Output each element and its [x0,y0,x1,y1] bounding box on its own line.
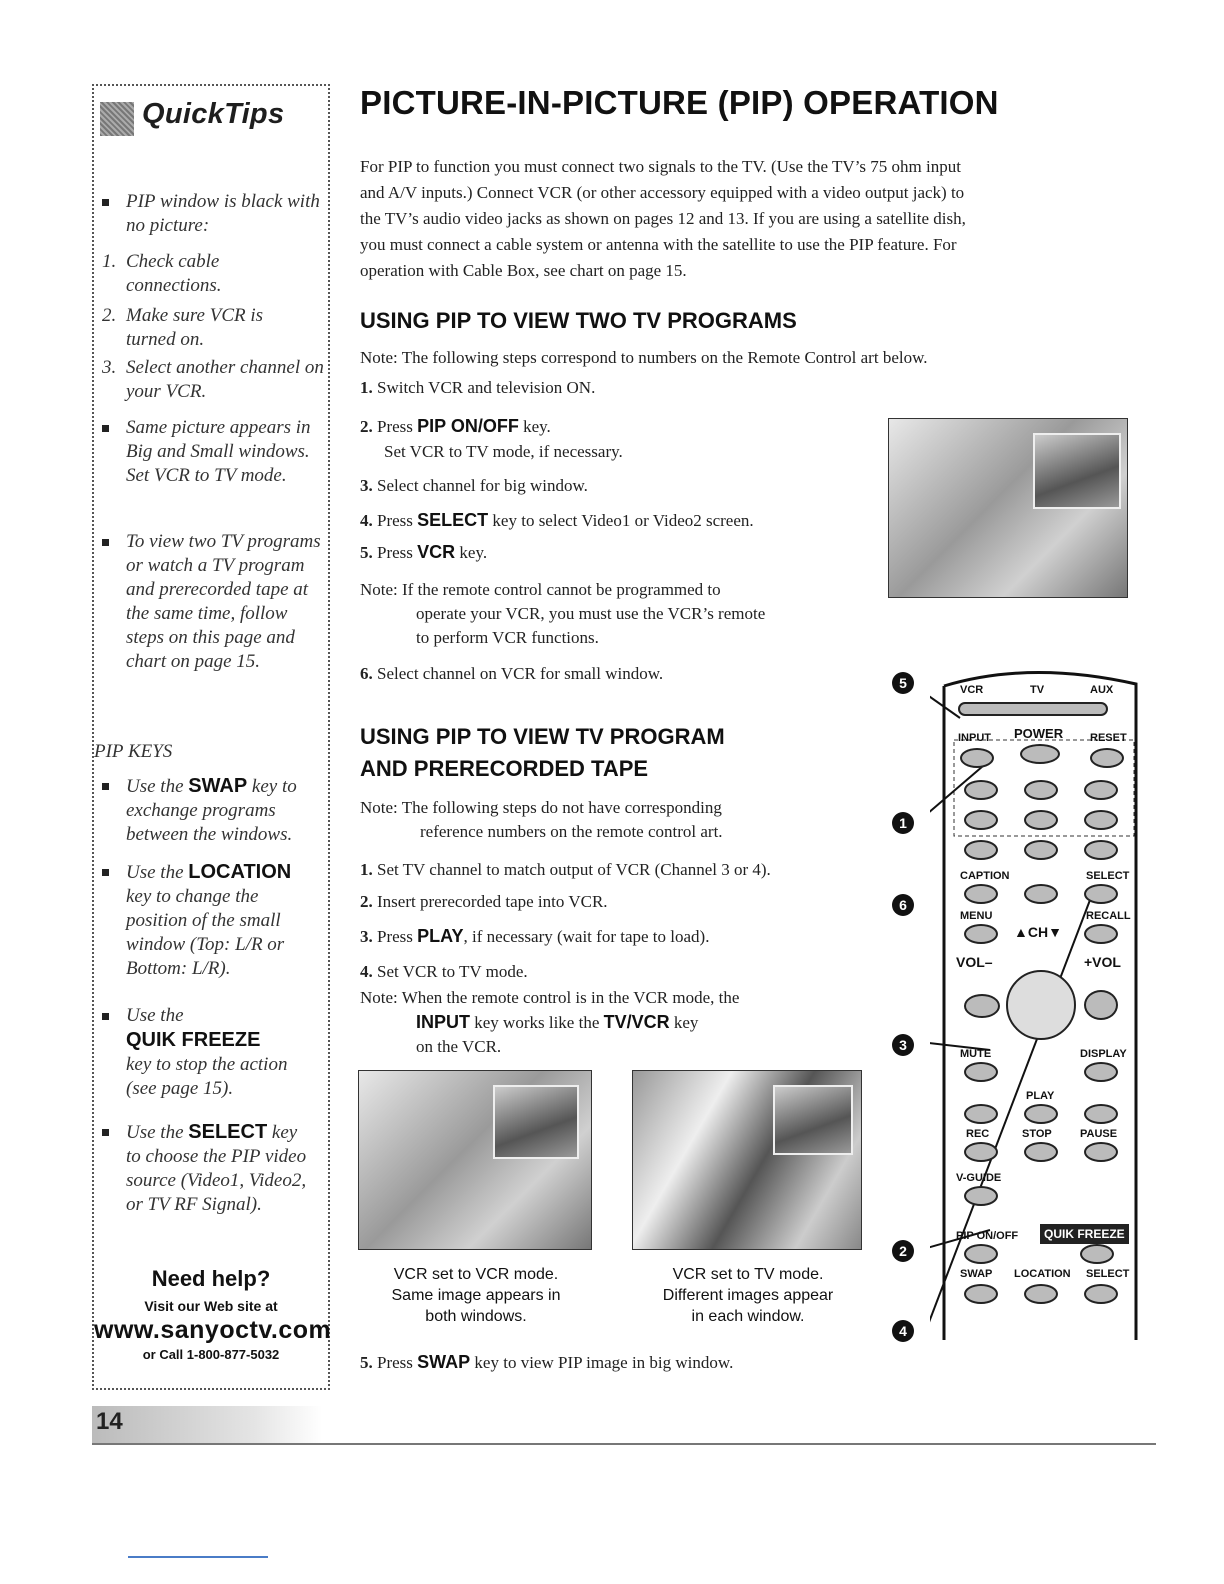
caption-line: both windows. [425,1308,527,1325]
pip-window [493,1085,579,1159]
quick-tips-icon [100,102,134,136]
key-tip-select [102,1120,326,1260]
input-button[interactable] [960,748,994,768]
section2-step-4 [360,960,528,984]
mode-switch[interactable] [958,702,1108,716]
step-text: Press [377,417,418,436]
step-text: key to view PIP image in big window. [470,1353,734,1372]
step-number: 2. [360,417,373,436]
key-name-tv-vcr: TV/VCR [603,1012,670,1032]
pip-example-photo [888,418,1128,598]
intro-line: For PIP to function you must connect two signals to the TV. (Use the TV’s 75 ohm input [360,157,961,176]
section1-step-1 [360,376,595,400]
tv-mode-label: TV [1030,684,1045,696]
step-text: Press [377,543,418,562]
step-text: Press [377,927,418,946]
tip-number: 1. [102,251,117,272]
note-line: operate your VCR, you must use the VCR’s remote [416,604,766,623]
key-tip-location [102,860,326,1000]
volume-up-label: +VOL [1084,954,1121,970]
step-text: key to select Video1 or Video2 screen. [488,511,754,530]
section2-heading-line1: USING PIP TO VIEW TV PROGRAM [360,724,725,749]
tip-select-channel [102,356,326,406]
section2-note [360,796,723,844]
key-tip-post: key to stop the action (see page 15). [126,1054,288,1099]
footer-gradient-strip [92,1406,322,1444]
key-tip-pre: Use the [126,1122,189,1143]
caption-line: VCR set to VCR mode. [393,1266,559,1283]
pip-keys-heading: PIP KEYS [94,741,173,762]
swap-button[interactable] [964,1284,998,1304]
select-button[interactable] [1084,884,1118,904]
display-button[interactable] [1084,1062,1118,1082]
step-number: 3. [360,476,373,495]
section2-step-2 [360,890,608,914]
quick-tips-title: QuickTips [142,98,285,130]
callout-4: 4 [892,1320,914,1342]
tip-text: Same picture appears in Big and Small windows. Set VCR to TV mode. [126,417,311,486]
pause-button[interactable] [1084,1142,1118,1162]
tip-text: Check cable connections. [126,251,222,296]
tip-same-picture [102,416,326,516]
section1-step-2-sub: Set VCR to TV mode, if necessary. [384,442,623,461]
section2-step-3 [360,924,709,949]
section1-note: Note: The following steps correspond to numbers on the Remote Control art below. [360,348,928,367]
reset-button[interactable] [1090,748,1124,768]
step-text: , if necessary (wait for tape to load). [463,927,710,946]
v-guide-button[interactable] [964,1186,998,1206]
section1-note2 [360,578,765,650]
callout-2: 2 [892,1240,914,1262]
step-number: 6. [360,664,373,683]
section1-heading: USING PIP TO VIEW TWO TV PROGRAMS [360,308,797,333]
page-number: 14 [96,1408,123,1435]
step-text: key. [455,543,488,562]
rec-label: REC [966,1128,990,1140]
step-text: Select channel for big window. [377,476,588,495]
step-text: Press [377,1353,418,1372]
caption-tv-mode [624,1264,872,1327]
key-name-input: INPUT [416,1012,470,1032]
section2-step-1 [360,858,771,882]
intro-paragraph [360,154,1140,284]
key-name-select: SELECT [188,1121,268,1143]
bullet-icon [102,199,109,206]
key-tip-quik-freeze [102,1004,326,1114]
caption-button[interactable] [964,884,998,904]
section1-step-3 [360,474,588,498]
quick-tips-header [100,96,326,140]
digit-8-button[interactable] [1024,840,1058,860]
stop-label: STOP [1022,1128,1052,1140]
tip-view-two [102,530,326,710]
key-name: SWAP [417,1352,471,1372]
aux-mode-label: AUX [1090,684,1114,696]
quik-freeze-button[interactable] [1080,1244,1114,1264]
pip-window [773,1085,853,1155]
volume-down-label: VOL– [956,954,993,970]
bullet-icon [102,425,109,432]
note-line: to perform VCR functions. [416,628,599,647]
bullet-icon [102,539,109,546]
note-line: Note: When the remote control is in the VCR mode, the [360,988,740,1007]
vcr-mode-label: VCR [960,684,984,696]
caption-line: Same image appears in [391,1287,561,1304]
step-number: 2. [360,892,373,911]
intro-line: and A/V inputs.) Connect VCR (or other accessory equipped with a video output jack) to [360,183,965,202]
tip-pip-black [102,190,326,240]
remote-control-illustration [899,660,1144,1350]
play-label: PLAY [1026,1090,1055,1102]
key-tip-post: key to change the position of the small window (Top: L/R or Bottom: L/R). [126,886,285,979]
digit-2-button[interactable] [1024,780,1058,800]
help-title: Need help? [151,1266,271,1291]
mute-label: MUTE [960,1048,992,1060]
section2-step-5 [360,1350,733,1375]
rec-button[interactable] [964,1142,998,1162]
location-button[interactable] [1024,1284,1058,1304]
note-line: reference numbers on the remote control art. [420,822,723,841]
pip-onoff-label: PIP ON/OFF [956,1230,1019,1242]
key-tip-post: key to exchange programs between the windows. [126,776,297,845]
key-tip-swap [102,774,326,854]
callout-5: 5 [892,672,914,694]
footer-rule [92,1443,1156,1445]
pip-onoff-button[interactable] [964,1244,998,1264]
vcr-mode-photo [358,1070,592,1250]
key-tip-pre: Use the [126,1005,184,1026]
navigation-pad[interactable] [1006,970,1076,1040]
callout-6: 6 [892,894,914,916]
help-box [94,1266,332,1362]
display-label: DISPLAY [1080,1048,1127,1060]
rewind-button[interactable] [964,1104,998,1124]
select-label-pip: SELECT [1086,1268,1130,1280]
digit-6-button[interactable] [1084,810,1118,830]
caption-vcr-mode [354,1264,598,1327]
step-text: key. [518,417,551,436]
play-button[interactable] [1024,1104,1058,1124]
key-tip-post: key to choose the PIP video source (Video1, Video2, or TV RF Signal). [126,1122,307,1215]
caption-label: CAPTION [960,870,1010,882]
intro-line: operation with Cable Box, see chart on page 15. [360,261,687,280]
tip-number: 3. [102,357,117,378]
note-line: Note: If the remote control cannot be programmed to [360,580,721,599]
power-button[interactable] [1020,744,1060,764]
stop-button[interactable] [1024,1142,1058,1162]
note-line: key works like the [470,1013,604,1032]
key-name: VCR [417,542,456,562]
step-number: 5. [360,543,373,562]
digit-9-button[interactable] [1084,840,1118,860]
callout-3: 3 [892,1034,914,1056]
digit-4-button[interactable] [964,810,998,830]
power-label: POWER [1014,726,1064,741]
step-text: Switch VCR and television ON. [377,378,596,397]
intro-line: the TV’s audio video jacks as shown on pages 12 and 13. If you are using a satellite dish, [360,209,966,228]
section2-note2 [360,986,739,1059]
step-text: Insert prerecorded tape into VCR. [377,892,608,911]
recall-label: RECALL [1086,910,1131,922]
section1-step-4 [360,508,754,533]
menu-label: MENU [960,910,993,922]
recall-button[interactable] [1084,924,1118,944]
volume-up-button[interactable] [1084,990,1118,1020]
key-tip-pre: Use the [126,862,189,883]
step-text: Set TV channel to match output of VCR (Channel 3 or 4). [377,860,771,879]
step-number: 5. [360,1353,373,1372]
mute-button[interactable] [964,1062,998,1082]
bullet-icon [102,1129,109,1136]
key-tip-pre: Use the [126,776,189,797]
key-name-location: LOCATION [188,861,292,883]
digit-1-button[interactable] [964,780,998,800]
tip-number: 2. [102,305,117,326]
note-line: on the VCR. [416,1037,502,1056]
tip-text: To view two TV programs or watch a TV program and prerecorded tape at the same time, follow steps on this page and chart on page 15. [126,531,321,672]
menu-button[interactable] [964,924,998,944]
channel-label: ▲CH▼ [1014,924,1062,940]
input-label: INPUT [958,732,991,744]
key-name: PLAY [417,926,464,946]
digit-0-button[interactable] [1024,884,1058,904]
digit-3-button[interactable] [1084,780,1118,800]
key-name: PIP ON/OFF [417,416,519,436]
digit-5-button[interactable] [1024,810,1058,830]
note-line: Note: The following steps do not have corresponding [360,798,722,817]
pip-window [1033,433,1121,509]
key-name-swap: SWAP [188,775,248,797]
caption-line: VCR set to TV mode. [672,1266,824,1283]
key-name-quik-freeze: QUIK FREEZE [126,1029,261,1051]
key-name: SELECT [417,510,489,530]
digit-7-button[interactable] [964,840,998,860]
caption-line: in each window. [691,1308,805,1325]
tip-text: PIP window is black with no picture: [126,191,320,236]
help-website-link[interactable]: www.sanyoctv.com [94,1316,332,1344]
volume-down-button[interactable] [964,994,1000,1018]
v-guide-label: V-GUIDE [956,1172,1002,1184]
help-visit-text: Visit our Web site at [144,1298,278,1314]
fast-forward-button[interactable] [1084,1104,1118,1124]
swap-label: SWAP [960,1268,993,1280]
step-text: Set VCR to TV mode. [377,962,528,981]
section2-heading-line2: AND PRERECORDED TAPE [360,756,649,781]
note-line: key [669,1013,699,1032]
tv-mode-photo [632,1070,862,1250]
reset-label: RESET [1090,732,1127,744]
step-number: 1. [360,860,373,879]
step-text: Select channel on VCR for small window. [377,664,664,683]
quick-tips-sidebar [92,84,330,1390]
intro-line: you must connect a cable system or antenna with the satellite to use the PIP feature. For [360,235,957,254]
step-number: 4. [360,962,373,981]
step-number: 4. [360,511,373,530]
step-text: Press [377,511,418,530]
bullet-icon [102,783,109,790]
select-label: SELECT [1086,870,1130,882]
quik-freeze-label: QUIK FREEZE [1040,1224,1129,1244]
bullet-icon [102,869,109,876]
callout-1: 1 [892,812,914,834]
step-number: 3. [360,927,373,946]
page-title: PICTURE-IN-PICTURE (PIP) OPERATION [360,84,999,121]
bottom-divider [128,1556,268,1558]
section1-step-6 [360,662,663,686]
bullet-icon [102,1013,109,1020]
step-number: 1. [360,378,373,397]
section1-step-2 [360,414,551,439]
tip-check-cable [102,250,326,300]
pause-label: PAUSE [1080,1128,1118,1140]
help-phone: or Call 1-800-877-5032 [142,1347,280,1362]
section1-step-5 [360,540,487,565]
tip-text: Select another channel on your VCR. [126,357,324,402]
pip-select-button[interactable] [1084,1284,1118,1304]
tip-text: Make sure VCR is turned on. [126,305,264,350]
location-label: LOCATION [1014,1268,1071,1280]
caption-line: Different images appear [662,1287,834,1304]
tip-vcr-on [102,304,326,354]
